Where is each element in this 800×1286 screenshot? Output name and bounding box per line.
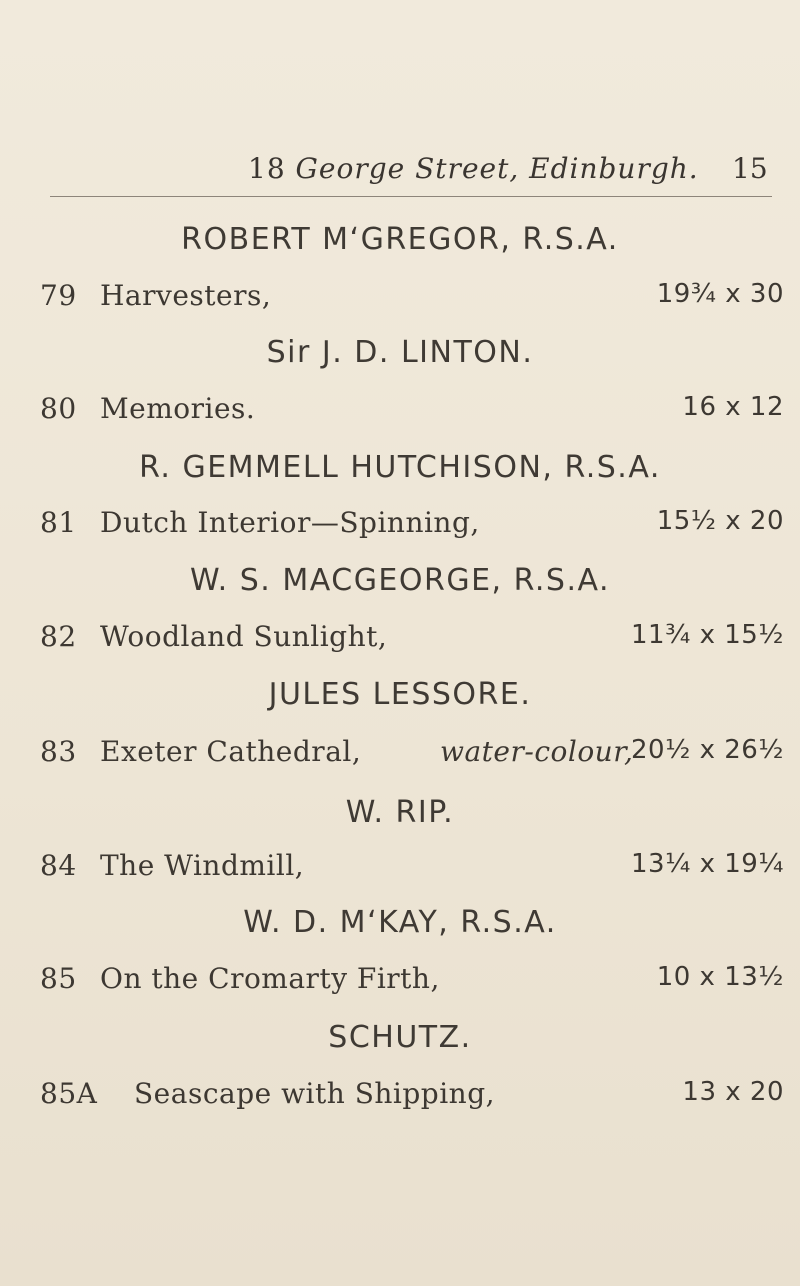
artist-name: JULES LESSORE. — [268, 677, 532, 712]
entry-number: 84 — [40, 849, 77, 882]
entry-number: 79 — [40, 279, 77, 312]
entry-title: Harvesters, — [100, 279, 272, 312]
running-header — [0, 152, 800, 192]
header-rule — [50, 196, 772, 197]
entry-number: 82 — [40, 620, 77, 653]
entry-dimensions: 19¾ x 30 — [656, 279, 784, 309]
entry-dimensions: 13¼ x 19¼ — [631, 849, 784, 879]
entry-title: The Windmill, — [100, 849, 305, 882]
entry-title: Memories. — [100, 392, 256, 425]
catalogue-entry — [40, 279, 784, 319]
catalogue-entry — [40, 506, 784, 546]
entry-number: 81 — [40, 506, 77, 539]
entry-title: Seascape with Shipping, — [134, 1077, 496, 1110]
catalogue-entry — [40, 620, 784, 660]
artist-name: W. S. MACGEORGE, R.S.A. — [189, 563, 611, 598]
entry-dimensions: 11¾ x 15½ — [631, 620, 784, 650]
header-address — [248, 152, 699, 185]
artist-name: Sir J. D. LINTON. — [266, 335, 534, 370]
entry-number: 80 — [40, 392, 77, 425]
catalogue-entry — [40, 735, 784, 775]
page-number: 15 — [732, 152, 768, 185]
header-street-number: 18 — [248, 152, 286, 185]
artist-name: W. RIP. — [345, 795, 455, 830]
entry-medium: water-colour, — [440, 735, 634, 768]
entry-dimensions: 13 x 20 — [682, 1077, 784, 1107]
artist-name: SCHUTZ. — [328, 1020, 472, 1055]
entry-dimensions: 15½ x 20 — [656, 506, 784, 536]
entry-dimensions: 10 x 13½ — [656, 962, 784, 992]
entry-number: 83 — [40, 735, 77, 768]
entry-title: Exeter Cathedral, — [100, 735, 362, 768]
entry-dimensions: 16 x 12 — [682, 392, 784, 422]
artist-name: ROBERT M‘GREGOR, R.S.A. — [181, 222, 619, 257]
entry-number: 85A — [40, 1077, 98, 1110]
entry-dimensions: 20½ x 26½ — [631, 735, 784, 765]
catalogue-entry — [40, 392, 784, 432]
entry-title: On the Cromarty Firth, — [100, 962, 440, 995]
catalogue-entry — [40, 962, 784, 1002]
entry-title: Dutch Interior—Spinning, — [100, 506, 480, 539]
catalogue-entry — [40, 1077, 784, 1117]
artist-name: R. GEMMELL HUTCHISON, R.S.A. — [139, 450, 661, 485]
artist-name: W. D. M‘KAY, R.S.A. — [243, 905, 557, 940]
header-street: George Street, Edinburgh. — [295, 152, 699, 185]
entry-title: Woodland Sunlight, — [100, 620, 388, 653]
catalogue-entry — [40, 849, 784, 889]
entry-number: 85 — [40, 962, 77, 995]
